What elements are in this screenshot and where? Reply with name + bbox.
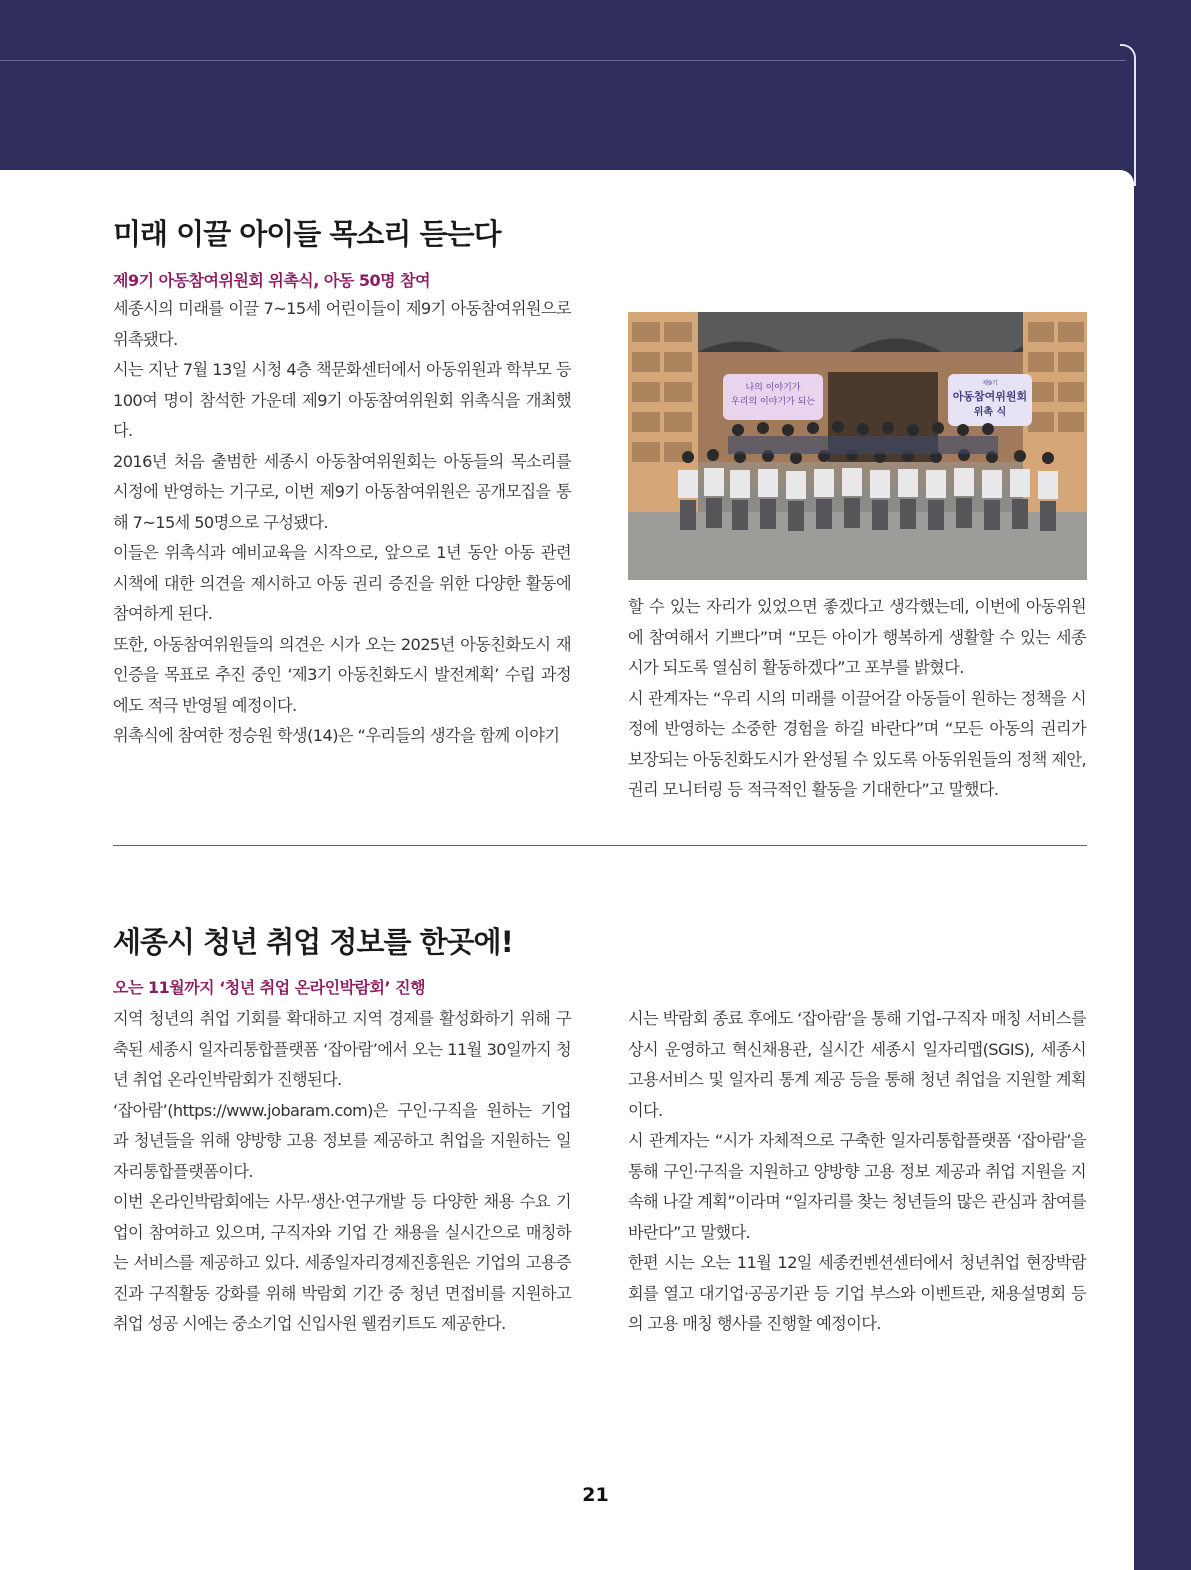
article-subtitle: 오는 11월까지 ‘청년 취업 온라인박람회’ 진행 [113, 978, 426, 997]
paragraph: 할 수 있는 자리가 있었으면 좋겠다고 생각했는데, 이번에 아동위원에 참여해서 기쁘다”며 “모든 아이가 행복하게 생활할 수 있는 세종시가 되도록 열심히 활동하겠다”고 포부를 밝혔다. [628, 597, 1086, 677]
article-body-right [628, 592, 1086, 806]
banner-right-small: 제9기 [982, 380, 998, 387]
paragraph: 위촉식에 참여한 정승원 학생(14)은 “우리들의 생각을 함께 이야기 [113, 726, 560, 745]
group-photo [628, 312, 1087, 580]
banner-right-main: 아동참여위원회 [952, 390, 1028, 403]
page [0, 170, 1134, 1570]
paragraph: 시 관계자는 “우리 시의 미래를 이끌어갈 아동들이 원하는 정책을 시정에 반영하는 소중한 경험을 하길 바란다”며 “모든 아동의 권리가 보장되는 아동친화도시가 완성될 수 있도록 아동위원들의 정책 제안, 권리 모니터링 등 적극적인 활동을 기대한다”고 말했다. [628, 688, 1086, 799]
paragraph: 시는 지난 7월 13일 시청 4층 책문화센터에서 아동위원과 학부모 등 100여 명이 참석한 가운데 제9기 아동참여위원회 위촉식을 개최했다. [113, 360, 571, 440]
paragraph: 한편 시는 오는 11월 12일 세종컨벤션센터에서 청년취업 현장박람회를 열고 대기업·공공기관 등 기업 부스와 이벤트관, 채용설명회 등의 고용 매칭 행사를 진행할 예정이다. [628, 1253, 1086, 1333]
banner-left-line1: 나의 이야기가 [745, 383, 801, 393]
paragraph: 세종시의 미래를 이끌 7~15세 어린이들이 제9기 아동참여위원으로 위촉됐다. [113, 299, 571, 349]
paragraph: 2016년 처음 출범한 세종시 아동참여위원회는 아동들의 목소리를 시정에 반영하는 기구로, 이번 제9기 아동참여위원은 공개모집을 통해 7~15세 50명으로 구성됐다. [113, 451, 571, 532]
group-photo-illustration [628, 312, 1087, 580]
paragraph: 또한, 아동참여위원들의 의견은 시가 오는 2025년 아동친화도시 재인증을 목표로 추진 중인 ‘제3기 아동친화도시 발전계획’ 수립 과정에도 적극 반영될 예정이다. [113, 634, 571, 715]
paragraph: 시 관계자는 “시가 자체적으로 구축한 일자리통합플랫폼 ‘잡아람’을 통해 구인·구직을 지원하고 양방향 고용 정보 제공과 취업 지원을 지속해 나갈 계획”이라며 “일자리를 찾는 청년들의 많은 관심과 참여를 바란다”고 말했다. [628, 1131, 1086, 1242]
banner-right-sub: 위촉 식 [973, 407, 1007, 418]
article-subtitle: 제9기 아동참여위원회 위촉식, 아동 50명 참여 [113, 271, 431, 290]
paragraph: ‘잡아람’(https://www.jobaram.com)은 구인·구직을 원하는 기업과 청년들을 위해 양방향 고용 정보를 제공하고 취업을 지원하는 일자리통합플랫폼이다. [113, 1100, 571, 1181]
article-youth-jobs [113, 920, 1087, 1370]
section-divider [113, 845, 1087, 846]
banner-left-line2: 우리의 이야기가 되는 [731, 397, 815, 407]
article-title: 미래 이끌 아이들 목소리 듣는다 [113, 217, 501, 251]
article-title: 세종시 청년 취업 정보를 한곳에! [113, 925, 513, 959]
article-body-left [113, 294, 571, 752]
frame-border [1120, 44, 1136, 186]
article-children-committee [113, 212, 1087, 812]
article-body-left [113, 1004, 571, 1340]
paragraph: 시는 박람회 종료 후에도 ‘잡아람’을 통해 기업-구직자 매칭 서비스를 상시 운영하고 혁신채용관, 실시간 세종시 일자리맵(SGIS), 세종시 고용서비스 및 일자리 통계 제공 등을 통해 청년 취업을 지원할 계획이다. [628, 1009, 1086, 1120]
article-body-right [628, 1004, 1086, 1340]
frame-inner-line [0, 60, 1126, 61]
paragraph: 이번 온라인박람회에는 사무·생산·연구개발 등 다양한 채용 수요 기업이 참여하고 있으며, 구직자와 기업 간 채용을 실시간으로 매칭하는 서비스를 제공하고 있다. 세종일자리경제진흥원은 기업의 고용증진과 구직활동 강화를 위해 박람회 기간 중 청년 면접비를 지원하고 취업 성공 시에는 중소기업 신입사원 웰컴키트도 제공한다. [113, 1192, 571, 1333]
page-number: 21 [582, 1484, 609, 1506]
paragraph: 지역 청년의 취업 기회를 확대하고 지역 경제를 활성화하기 위해 구축된 세종시 일자리통합플랫폼 ‘잡아람’에서 오는 11월 30일까지 청년 취업 온라인박람회가 진행된다. [113, 1009, 571, 1089]
paragraph: 이들은 위촉식과 예비교육을 시작으로, 앞으로 1년 동안 아동 관련 시책에 대한 의견을 제시하고 아동 권리 증진을 위한 다양한 활동에 참여하게 된다. [113, 543, 571, 623]
